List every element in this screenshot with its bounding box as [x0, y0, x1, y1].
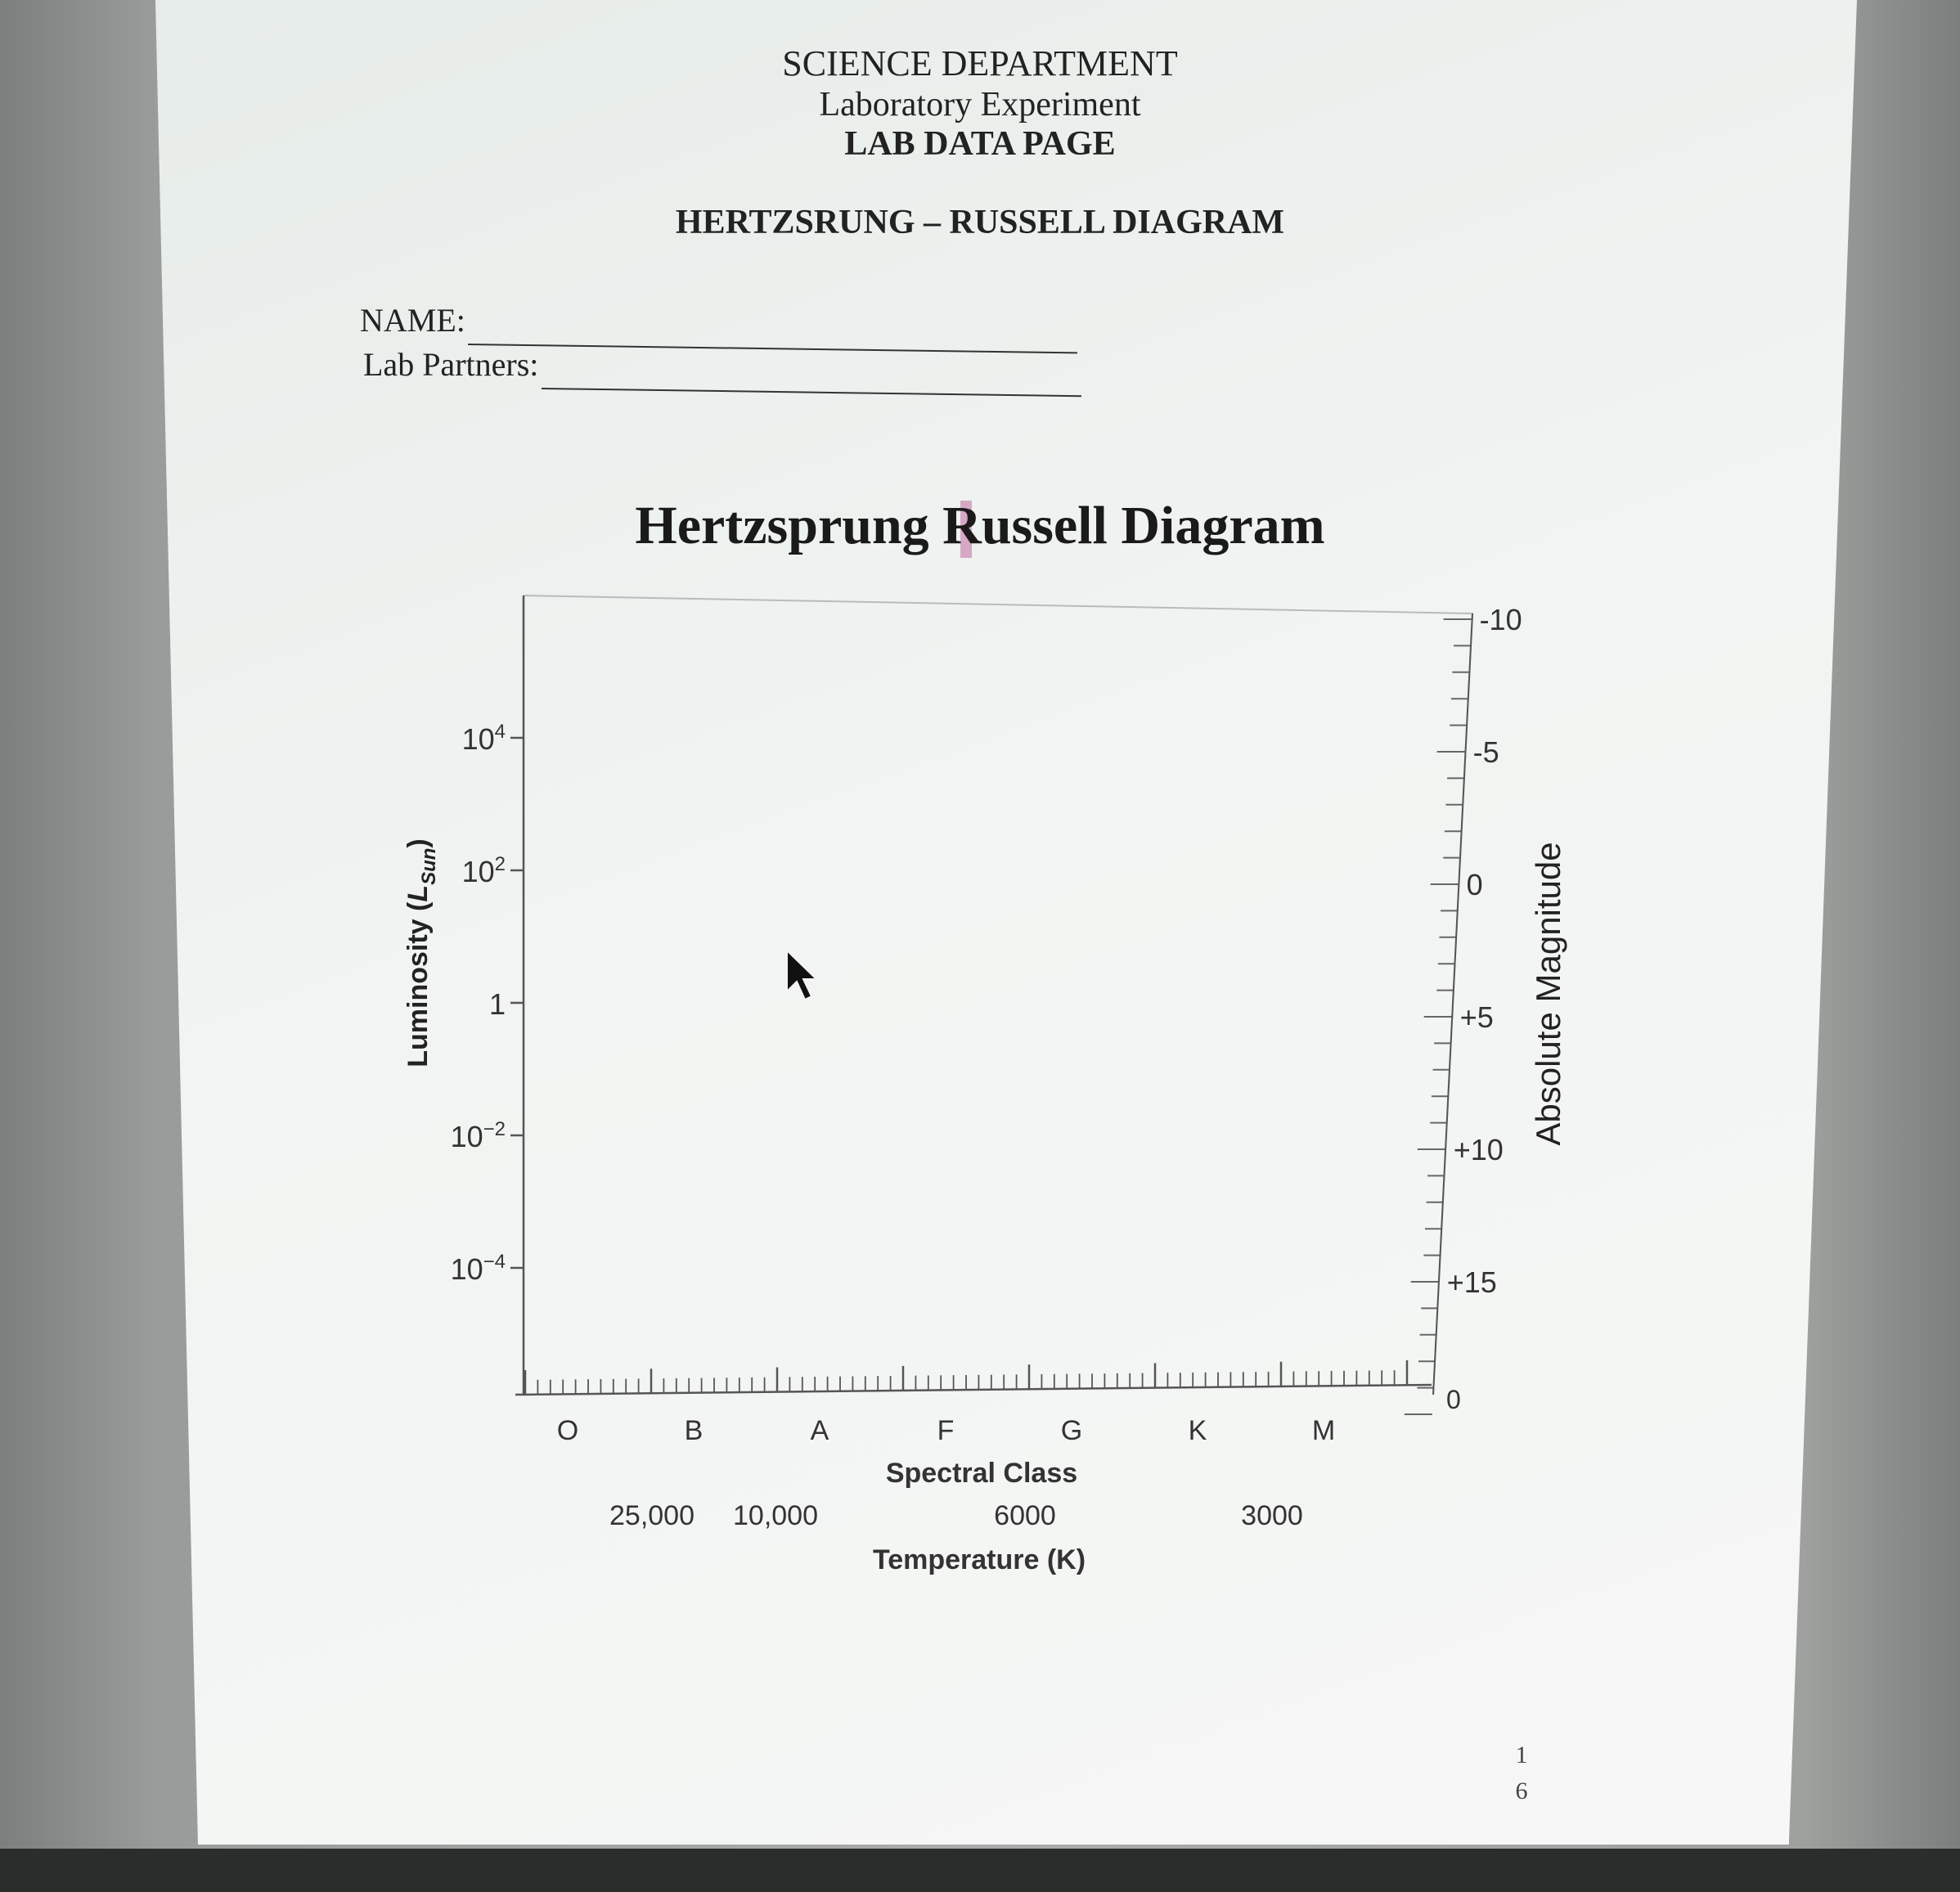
mag-tick-label: +15: [1446, 1265, 1497, 1299]
spectral-class-title: Spectral Class: [885, 1458, 1078, 1489]
page-number: 1 6: [1515, 1741, 1528, 1804]
lum-tick-label: $10^{-2}$: [450, 1118, 506, 1153]
luminosity-title: Luminosity $(L_{Sun})$: [402, 838, 440, 1067]
plot-border: [524, 595, 1472, 1395]
axis-labels: [402, 838, 1567, 1575]
lum-tick-label: $10^2$: [461, 853, 506, 888]
temperature-tick-label: 6000: [994, 1500, 1056, 1531]
mouse-pointer-shape: [787, 950, 816, 1000]
lum-tick-label: $10^{-4}$: [450, 1251, 506, 1286]
corner-zero-label: 0: [1446, 1385, 1461, 1414]
mouse-pointer-icon: [787, 950, 816, 1000]
mag-tick-label: -10: [1479, 603, 1522, 636]
temperature-title: Temperature (K): [872, 1544, 1086, 1575]
lum-tick-label: $10^4$: [461, 721, 506, 756]
experiment-heading: Laboratory Experiment: [819, 86, 1141, 124]
mag-tick-label: +10: [1453, 1133, 1504, 1166]
temperature-tick-label: 25,000: [609, 1500, 695, 1531]
absolute-magnitude-title: Absolute Magnitude: [1529, 842, 1567, 1146]
magnitude-axis: [1405, 603, 1522, 1414]
mag-tick-label: -5: [1472, 735, 1499, 769]
lab-partners-label: Lab Partners:: [363, 346, 539, 383]
spectral-class-label: A: [810, 1415, 829, 1446]
name-label: NAME:: [360, 302, 465, 339]
luminosity-axis: [451, 721, 524, 1286]
lum-tick-label: 1: [488, 987, 506, 1021]
bottom-axis-line: [515, 1385, 1432, 1395]
spectral-class-label: F: [937, 1415, 955, 1446]
spectral-class-label: G: [1060, 1415, 1083, 1446]
plot-frame: [515, 595, 1472, 1395]
chart-title: Hertzsprung Russell Diagram: [635, 496, 1325, 555]
document-title: HERTZSRUNG – RUSSELL DIAGRAM: [675, 204, 1285, 241]
spectral-class-label: O: [556, 1415, 579, 1446]
temperature-tick-label: 10,000: [733, 1500, 818, 1531]
data-page-heading: LAB DATA PAGE: [844, 125, 1116, 163]
department-heading: SCIENCE DEPARTMENT: [782, 43, 1178, 83]
spectral-class-label: K: [1188, 1415, 1207, 1446]
spectral-class-label: B: [684, 1415, 704, 1446]
mag-tick-label: 0: [1466, 868, 1483, 901]
spectral-class-label: M: [1311, 1415, 1336, 1446]
mag-tick-label: +5: [1459, 1000, 1494, 1034]
spectral-axis: [525, 1360, 1407, 1446]
temperature-tick-label: 3000: [1241, 1500, 1303, 1531]
